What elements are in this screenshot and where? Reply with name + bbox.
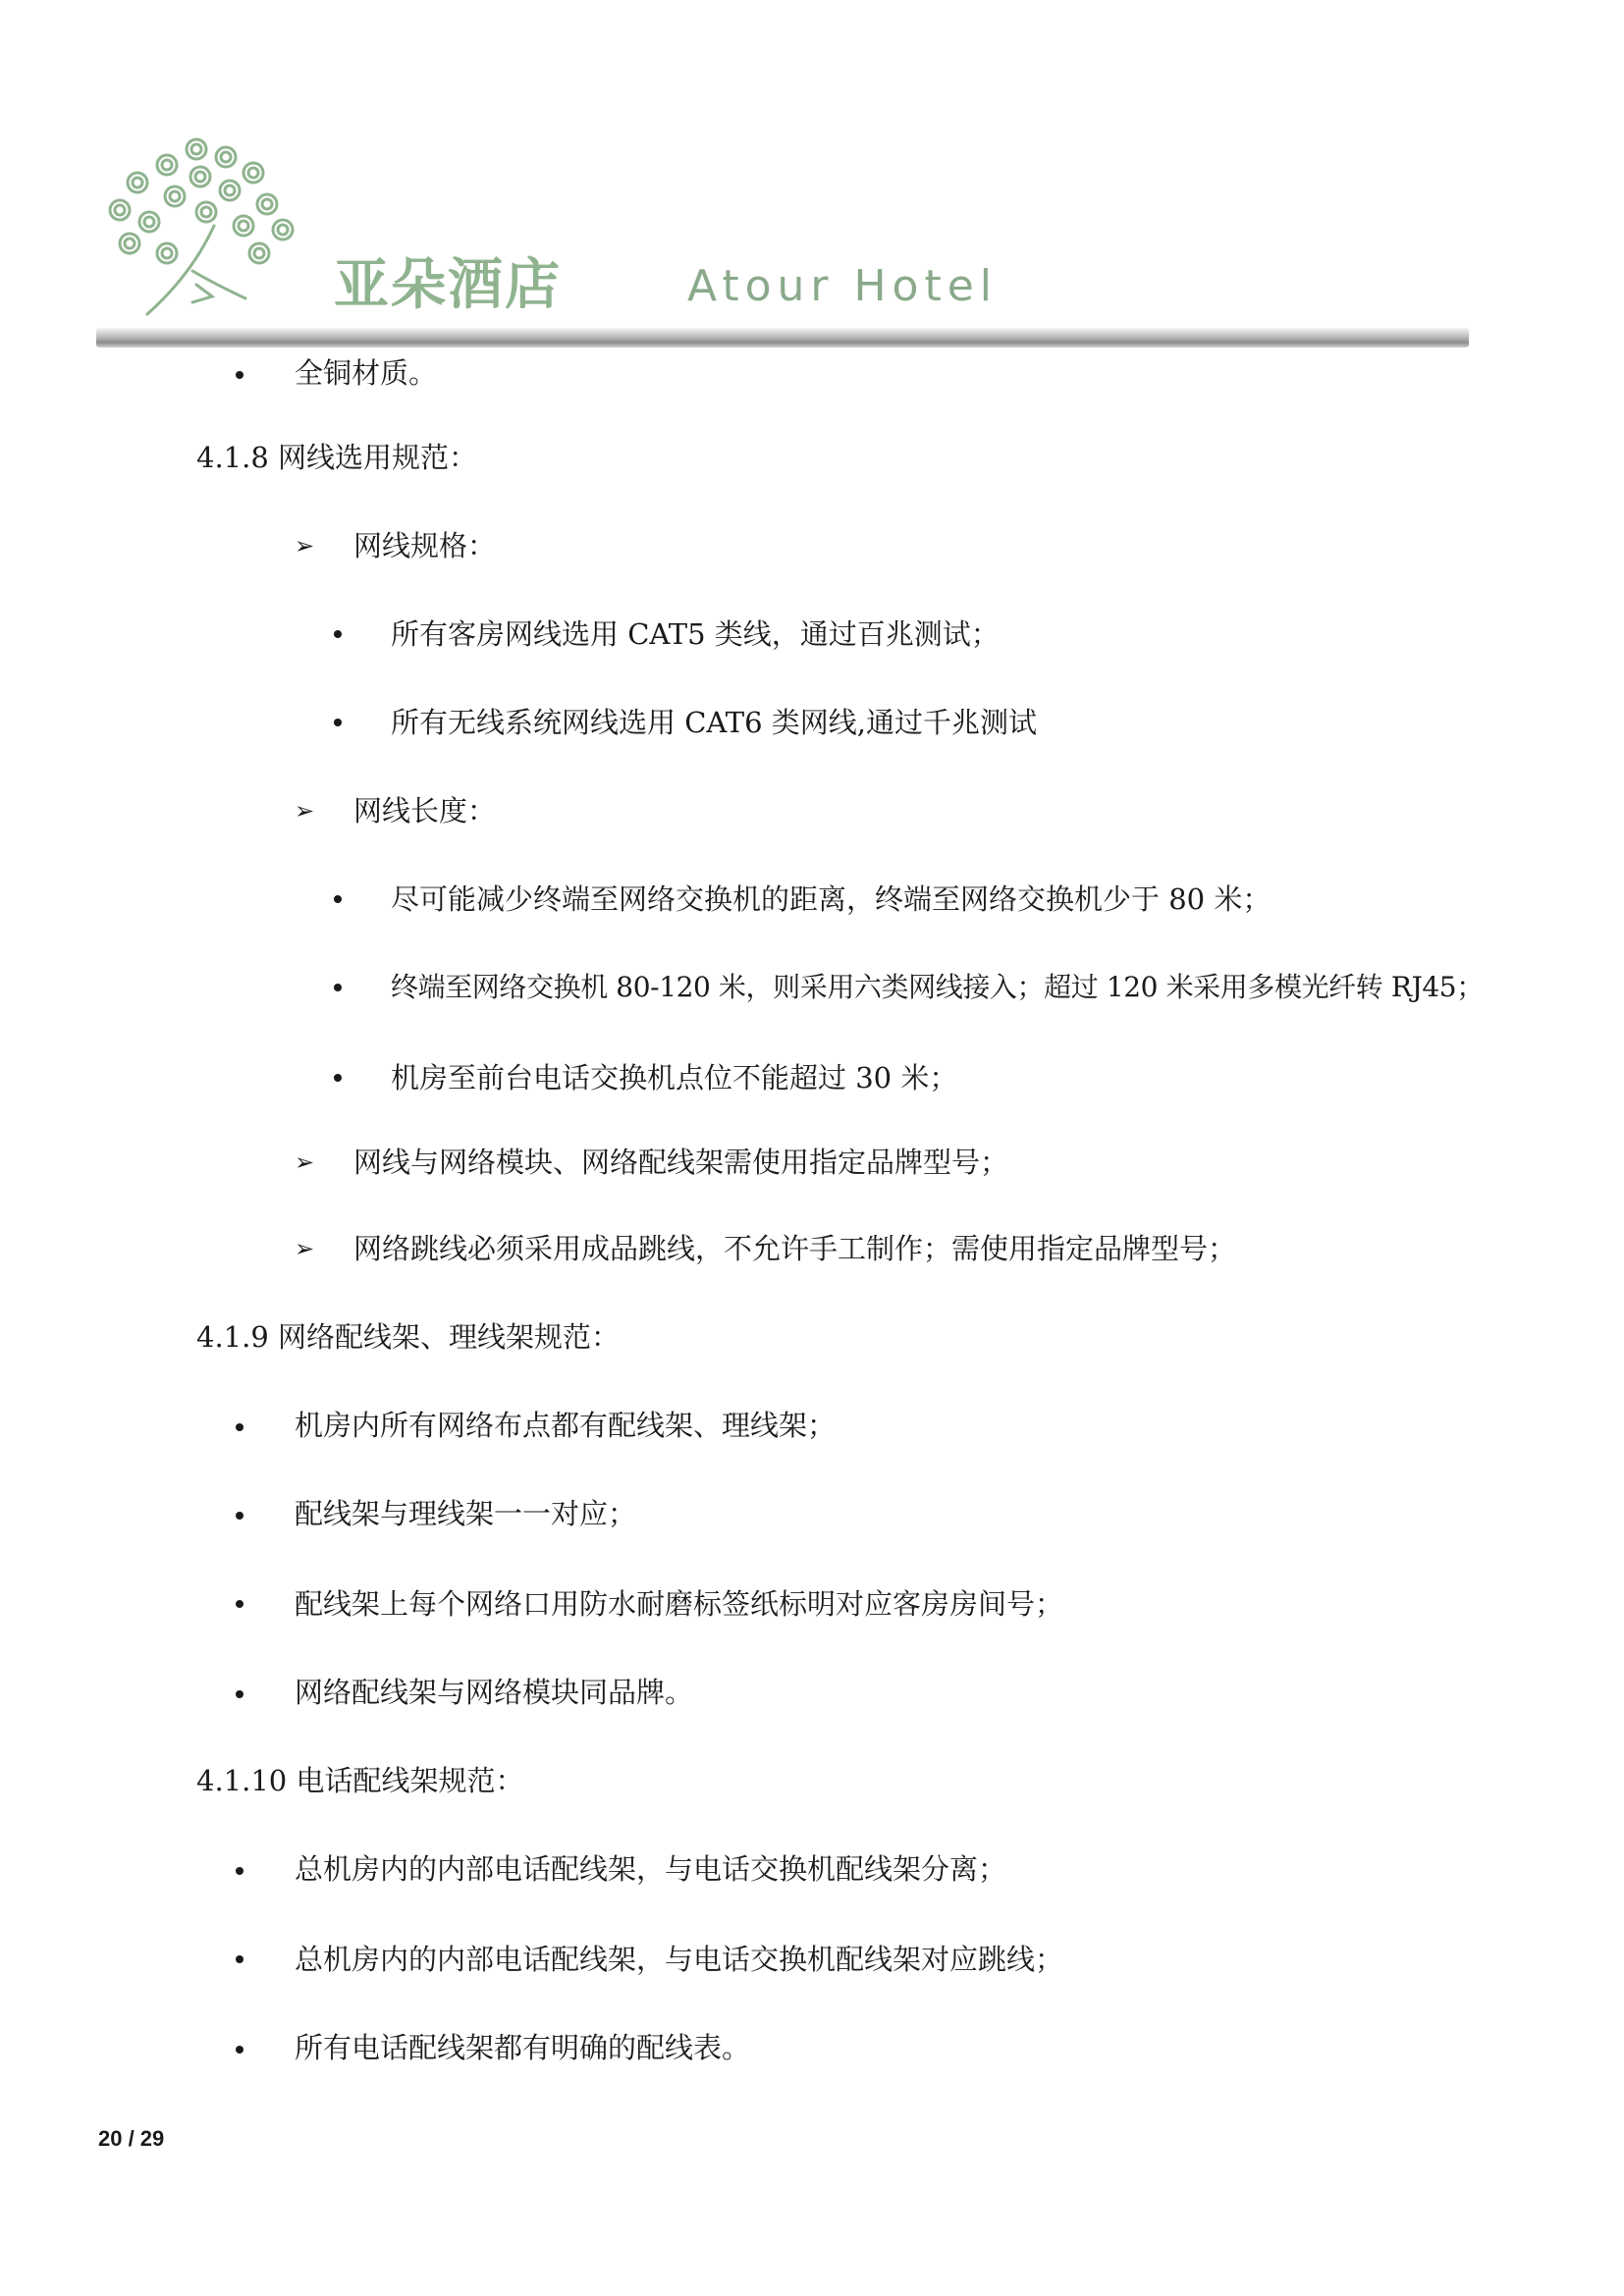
list-item: 配线架上每个网络口用防水耐磨标签纸标明对应客房房间号； bbox=[295, 1587, 1064, 1621]
list-item: 所有电话配线架都有明确的配线表。 bbox=[295, 2031, 751, 2064]
list-item: 机房内所有网络布点都有配线架、理线架； bbox=[295, 1409, 837, 1442]
subsection-heading: 网线长度： bbox=[353, 794, 497, 828]
bullet-icon bbox=[334, 984, 342, 991]
page-header bbox=[0, 0, 1624, 353]
bullet-icon bbox=[236, 1512, 244, 1520]
arrow-bullet-icon: ➢ bbox=[295, 797, 315, 825]
arrow-bullet-icon: ➢ bbox=[295, 1148, 315, 1176]
list-item: 所有客房网线选用 CAT5 类线，通过百兆测试； bbox=[391, 617, 1000, 651]
list-item: 所有无线系统网线选用 CAT6 类网线,通过千兆测试 bbox=[391, 706, 1037, 739]
bullet-icon bbox=[334, 719, 342, 726]
bullet-icon bbox=[236, 371, 244, 379]
logo-english-name: Atour Hotel bbox=[687, 261, 999, 311]
tree-logo-icon bbox=[98, 128, 314, 324]
logo-chinese-name: 亚朵酒店 bbox=[334, 253, 562, 317]
list-item: 网络配线架与网络模块同品牌。 bbox=[295, 1676, 694, 1709]
bullet-icon bbox=[334, 895, 342, 903]
section-heading: 4.1.9 网络配线架、理线架规范： bbox=[196, 1320, 621, 1354]
list-item: 机房至前台电话交换机点位不能超过 30 米； bbox=[391, 1061, 958, 1095]
subsection-heading: 网线规格： bbox=[353, 529, 497, 562]
page-number: 20 / 29 bbox=[98, 2126, 165, 2151]
list-item: 终端至网络交换机 80-120 米，则采用六类网线接入；超过 120 米采用多模光纤转 RJ45； bbox=[391, 971, 1484, 1003]
list-item: 全铜材质。 bbox=[295, 356, 438, 390]
bullet-icon bbox=[236, 2046, 244, 2054]
subsection-heading: 网络跳线必须采用成品跳线，不允许手工制作；需使用指定品牌型号； bbox=[353, 1232, 1237, 1265]
list-item: 配线架与理线架一一对应； bbox=[295, 1497, 637, 1530]
list-item: 尽可能减少终端至网络交换机的距离，终端至网络交换机少于 80 米； bbox=[391, 882, 1272, 916]
bullet-icon bbox=[236, 1955, 244, 1963]
list-item: 总机房内的内部电话配线架，与电话交换机配线架对应跳线； bbox=[295, 1943, 1064, 1976]
bullet-icon bbox=[236, 1600, 244, 1608]
section-heading: 4.1.10 电话配线架规范： bbox=[196, 1764, 524, 1797]
header-divider bbox=[96, 328, 1469, 347]
bullet-icon bbox=[334, 1074, 342, 1082]
bullet-icon bbox=[236, 1690, 244, 1698]
section-heading: 4.1.8 网线选用规范： bbox=[196, 441, 478, 474]
bullet-icon bbox=[236, 1423, 244, 1431]
list-item: 总机房内的内部电话配线架，与电话交换机配线架分离； bbox=[295, 1852, 1007, 1886]
arrow-bullet-icon: ➢ bbox=[295, 532, 315, 560]
subsection-heading: 网线与网络模块、网络配线架需使用指定品牌型号； bbox=[353, 1146, 1009, 1179]
bullet-icon bbox=[334, 630, 342, 638]
arrow-bullet-icon: ➢ bbox=[295, 1235, 315, 1262]
bullet-icon bbox=[236, 1867, 244, 1875]
